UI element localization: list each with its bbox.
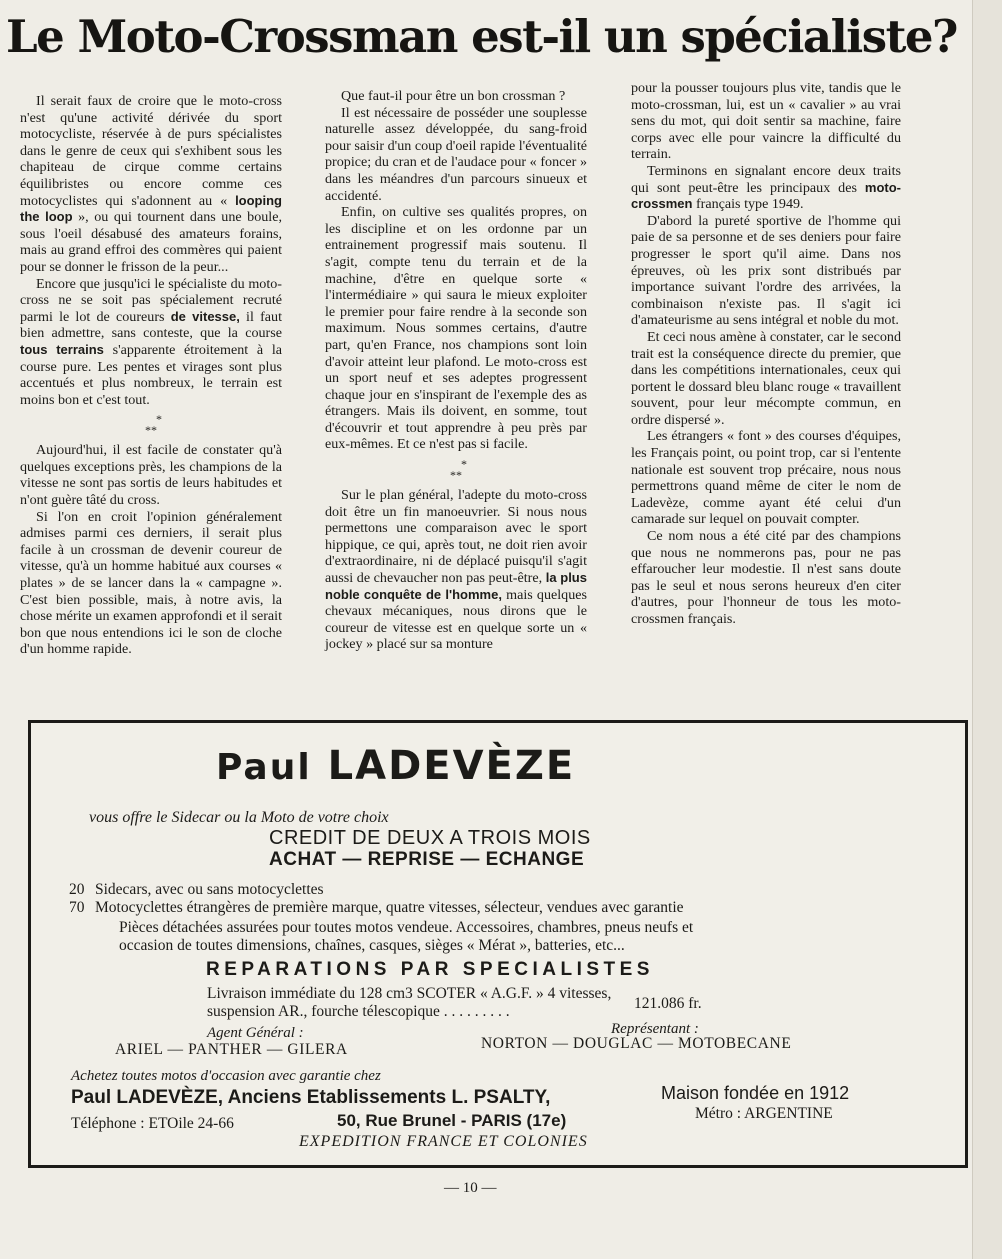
section-separator-asterism: * ** xyxy=(450,457,467,483)
ad-brand xyxy=(216,743,575,789)
body-text: Les étrangers « font » des courses d'équipes, les Français point, ou point trop, car si l'entente nationale est souvent trop précaire, nous nous permettrons quand même de citer le nom de Ladevèze, comme ayant été celui d'un camarade sur lequel on pouvait compter. xyxy=(631,428,901,528)
ad-brands-agent: ARIEL — PANTHER — GILERA xyxy=(115,1041,348,1058)
ad-line-sidecars xyxy=(69,881,324,899)
body-text: Il serait faux de croire que le moto-cross n'est qu'une activité dérivée du sport motocycliste, réservée à de purs spécialistes dans le genre de ceux qui s'exhibent sous les chapiteau de cirque comme certains équilibristes ou encore comme ces motocyclistes qui s'adonnent au « xyxy=(20,93,282,209)
article-column-2 xyxy=(325,88,587,653)
ad-line-motos-count: 70 xyxy=(69,899,85,916)
ad-representant-label: Représentant : xyxy=(611,1021,699,1037)
ad-offer: vous offre le Sidecar ou la Moto de votre choix xyxy=(89,809,389,826)
article-paragraph xyxy=(631,528,901,628)
emphasis-text: moto-crossmen xyxy=(631,179,901,212)
body-text: Que faut-il pour être un bon crossman ? xyxy=(341,88,566,104)
body-text: Si l'on en croit l'opinion généralement admises parmi ces derniers, il serait plus facile à un crossman de devenir coureur de vitesse, qu'à un homme habitué aux courses « plates » de se lancer dans la « campagne ». C'est bien possible, mais, à notre avis, la chose mérite un examen approfondi et il serait bon que nous entendions ici le son de cloche d'un homme rapide. xyxy=(20,508,282,658)
body-text: pour la pousser toujours plus vite, tandis que le moto-crossman, lui, est un « cavalier » au vrai sens du mot, qui doit sentir sa machine, faire corps avec elle pour vaincre la difficulté du terrain. xyxy=(631,80,901,163)
ad-occasion: Achetez toutes motos d'occasion avec garantie chez xyxy=(71,1068,381,1084)
ad-brand-last: LADEVÈZE xyxy=(327,743,576,789)
ad-agent-label: Agent Général : xyxy=(207,1025,304,1041)
ad-reparations: REPARATIONS PAR SPECIALISTES xyxy=(206,959,654,980)
ad-expedition: EXPEDITION FRANCE ET COLONIES xyxy=(299,1133,588,1150)
article-paragraph xyxy=(631,80,901,163)
body-text: Et ceci nous amène à constater, car le second trait est la conséquence directe du premier, que dans les compétitions internationales, ceux qui portent le dossard bleu blanc rouge « travaillent souvent, pour leur mécompte commun, en ordre dispersé ». xyxy=(631,328,901,428)
article-paragraph xyxy=(20,509,282,658)
article-paragraph xyxy=(20,442,282,508)
article-column-1 xyxy=(20,93,282,658)
body-text: mais quelques chevaux mécaniques, nous dirons que le coureur de vitesse est en quelque sorte un « jockey » placé sur sa monture xyxy=(325,586,588,653)
ad-metro: Métro : ARGENTINE xyxy=(695,1105,833,1122)
ad-brand-first: Paul xyxy=(216,747,312,788)
article-title: Le Moto-Crossman est-il un spécialiste? xyxy=(6,10,957,63)
emphasis-text: la plus noble conquête de l'homme, xyxy=(325,570,587,602)
ad-line-pieces: Pièces détachées assurées pour toutes motos vendeue. Accessoires, chambres, pneus neufs et xyxy=(119,919,694,936)
ad-maison: Maison fondée en 1912 xyxy=(661,1083,850,1103)
section-separator-asterism: * ** xyxy=(145,412,162,438)
advertisement-box xyxy=(28,720,968,1168)
article-paragraph xyxy=(325,105,587,205)
article-paragraph xyxy=(631,329,901,429)
article-paragraph xyxy=(20,93,282,276)
article-paragraph xyxy=(325,88,587,105)
ad-price: 121.086 fr. xyxy=(634,995,702,1012)
body-text: Il est nécessaire de posséder une souplesse naturelle assez développée, du sang-froid pour saisir d'un coup d'oeil rapide l'éventualité propice; du cran et de l'audace pour « foncer » dans les méandres d'un parcours sinueux et accidenté. xyxy=(325,104,588,204)
body-text: il faut bien admettre, sans conteste, que la course xyxy=(20,308,282,342)
emphasis-text: tous terrains xyxy=(20,341,104,357)
emphasis-text: de vitesse, xyxy=(170,308,240,324)
body-text: s'apparente étroitement à la course pure. Les pentes et virages sont plus accentués et plus nombreux, le terrain est moins bon et c'est tout. xyxy=(20,341,283,408)
ad-line-occasion: occasion de toutes dimensions, chaînes, casques, sièges « Mérat », batteries, etc... xyxy=(119,937,625,954)
next-page-edge xyxy=(972,0,1002,1259)
body-text: », ou qui tournent dans une boule, sous l'oeil désabusé des amateurs forains, mais au grand effroi des commères qui paient pour se donner le frisson de la peur... xyxy=(20,209,282,275)
article-paragraph xyxy=(631,213,901,329)
ad-telephone: Téléphone : ETOile 24-66 xyxy=(71,1115,234,1132)
ad-achat: ACHAT — REPRISE — ECHANGE xyxy=(269,849,585,870)
page-number: — 10 — xyxy=(444,1180,497,1196)
ad-line-sidecars-count: 20 xyxy=(69,881,85,898)
body-text: Enfin, on cultive ses qualités propres, on les discipline et on les ordonne par un entrainement progressif mais soutenu. Il s'agit, compte tenu du terrain et de la machine, d'être en quelque sorte « l'intermédiaire » qui saura le mieux exploiter le premier pour faire rendre à la seconde son maximum. Nous sommes certains, d'autre part, qu'en France, nos champions sont loin d'avoir atteint leur plafond. Le moto-cross est un sport neuf et ses adeptes progressent chaque jour en s'inspirant de l'exemple des as étrangers. Mais ils doivent, en somme, tout d'écouvrir et tout apprendre à peu près par eux-mêmes. Et ce n'est pas si facile. xyxy=(325,204,587,453)
article-paragraph xyxy=(325,204,587,453)
ad-credit: CREDIT DE DEUX A TROIS MOIS xyxy=(269,827,591,849)
body-text: Terminons en signalant encore deux traits qui sont peut-être les principaux des xyxy=(631,162,901,196)
ad-livraison-1: Livraison immédiate du 128 cm3 SCOTER « A.G.F. » 4 vitesses, xyxy=(207,985,612,1002)
body-text: Aujourd'hui, il est facile de constater qu'à quelques exceptions près, les champions de la vitesse ne sont pas sortis de leurs habitudes et n'ont guère tâté du cross. xyxy=(20,442,282,509)
ad-livraison-2: suspension AR., fourche télescopique . . . . . . . . . xyxy=(207,1003,510,1020)
body-text: D'abord la pureté sportive de l'homme qui paie de sa personne et de ses deniers pour faire progresser le sport qu'il aime. Dans nos épreuves, où les prix sont distribués par importance suivant l'ordre des arrivées, la combinaison n'existe pas. Il s'agit ici d'amateurisme au sens intégral et noble du mot. xyxy=(631,212,901,329)
ad-company: Paul LADEVÈZE, Anciens Etablissements L. PSALTY, xyxy=(71,1087,551,1108)
body-text: français type 1949. xyxy=(692,196,804,213)
article-paragraph xyxy=(325,487,587,653)
ad-line-motos xyxy=(69,899,684,917)
article-paragraph xyxy=(631,163,901,213)
ad-line-motos-text: Motocyclettes étrangères de première marque, quatre vitesses, sélecteur, vendues avec garantie xyxy=(95,899,684,916)
body-text: Ce nom nous a été cité par des champions que nous ne nommerons pas, pour ne pas effaroucher leur modestie. Il n'est sans doute pas le seul et nous serons heureux d'en citer d'autres, pour l'honneur de tous les moto-crossmen français. xyxy=(631,528,901,627)
emphasis-text: looping the loop xyxy=(20,192,282,225)
article-paragraph xyxy=(20,276,282,409)
ad-brands-representant: NORTON — DOUGLAC — MOTOBECANE xyxy=(481,1035,792,1052)
article-column-3 xyxy=(631,80,901,628)
article-paragraph xyxy=(631,428,901,528)
ad-line-sidecars-text: Sidecars, avec ou sans motocyclettes xyxy=(95,881,324,898)
ad-address: 50, Rue Brunel - PARIS (17e) xyxy=(337,1111,567,1130)
body-text: Sur le plan général, l'adepte du moto-cross doit être un fin manoeuvrier. Si nous nous permettons une comparaison avec le sport hippique, ce qui, après tout, ne doit rien avoir d'extraordinaire, ni de déplacé puisqu'il s'agit aussi de chevaucher non pas peut-être, xyxy=(325,487,587,587)
body-text: Encore que jusqu'ici le spécialiste du moto-cross ne se soit pas spécialement recruté parmi le lot de coureurs xyxy=(20,275,282,325)
